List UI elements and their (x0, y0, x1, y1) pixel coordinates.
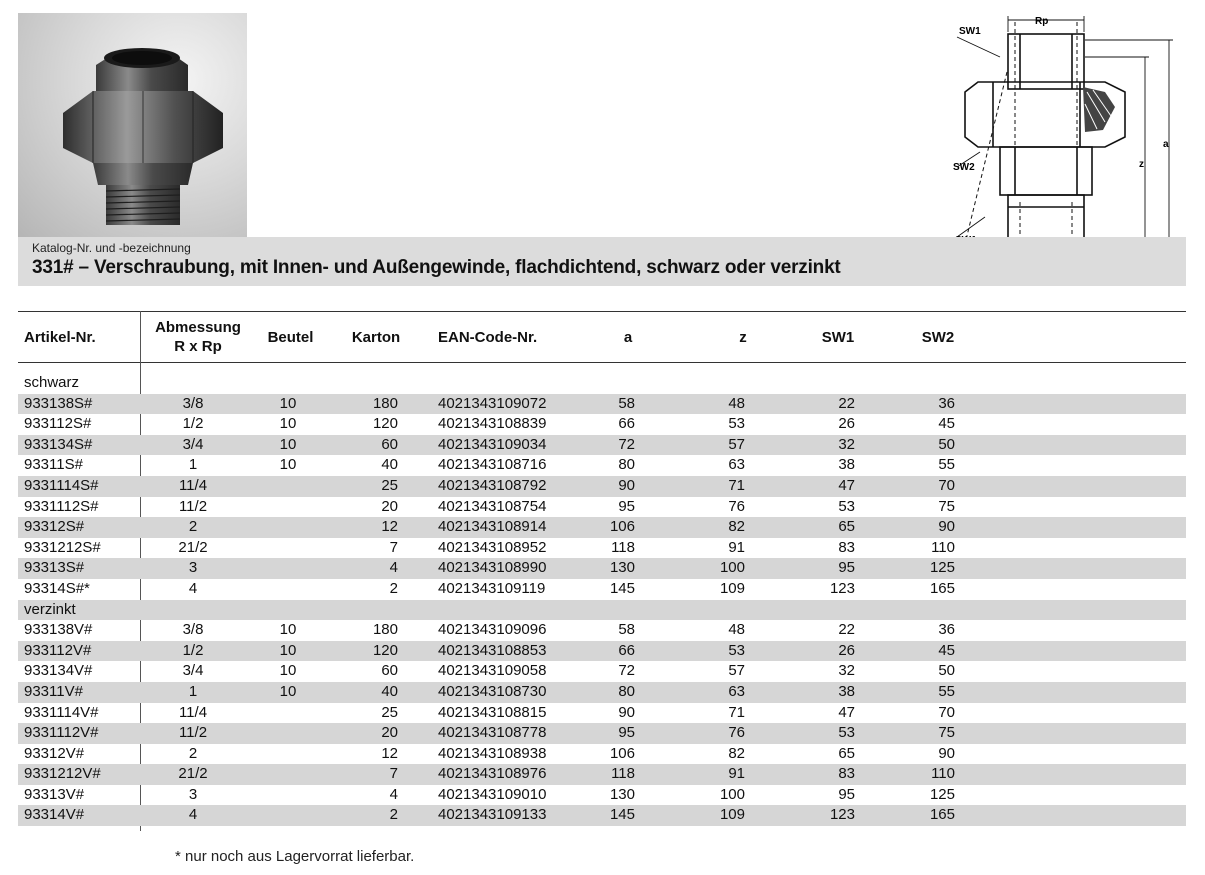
cell-abmessung: 3/8 (182, 621, 204, 639)
cell-a: 145 (609, 579, 635, 597)
cell-abmessung: 4 (188, 806, 198, 824)
cell-a: 106 (609, 744, 635, 762)
cell-artikel: 933112V# (24, 641, 92, 659)
cell-karton: 40 (381, 456, 398, 474)
cell-z: 48 (728, 394, 745, 412)
cell-sw2: 45 (938, 641, 955, 659)
table-row (18, 661, 1186, 682)
group-row (18, 600, 1186, 621)
cell-ean: 4021343108815 (438, 703, 547, 721)
cell-z: 100 (719, 785, 745, 803)
catalog-title: 331# – Verschraubung, mit Innen- und Außengewinde, flachdichtend, schwarz oder verzinkt (32, 257, 841, 278)
cell-a: 95 (618, 724, 635, 742)
cell-artikel: 93314S#* (24, 579, 90, 597)
cell-sw1: 83 (838, 765, 855, 783)
cell-karton: 60 (381, 662, 398, 680)
cell-a: 145 (609, 806, 635, 824)
cell-sw2: 125 (929, 785, 955, 803)
cell-beutel: 10 (279, 415, 297, 433)
cell-a: 58 (618, 394, 635, 412)
cell-a: 118 (611, 765, 635, 783)
cell-sw1: 47 (838, 703, 855, 721)
header-sw2: SW2 (921, 329, 955, 346)
header-abmessung (148, 318, 248, 356)
cell-sw2: 165 (929, 579, 955, 597)
header-sw1: SW1 (821, 329, 855, 346)
cell-z: 71 (728, 703, 745, 721)
header-ean: EAN-Code-Nr. (438, 329, 538, 346)
cell-z: 91 (728, 765, 745, 783)
union-fitting-image (18, 13, 247, 237)
cell-z: 82 (728, 744, 745, 762)
cell-artikel: 93312S# (24, 518, 85, 536)
table-row (18, 703, 1186, 724)
cell-karton: 2 (389, 806, 398, 824)
table-body (18, 373, 1186, 826)
table-row (18, 414, 1186, 435)
cell-sw2: 50 (938, 435, 955, 453)
cell-sw1: 65 (838, 518, 855, 536)
catalog-header (18, 237, 1186, 286)
table-row (18, 558, 1186, 579)
cell-beutel: 10 (279, 435, 297, 453)
cell-sw1: 22 (838, 621, 855, 639)
cell-a: 130 (609, 559, 635, 577)
cell-beutel: 10 (279, 662, 297, 680)
cell-karton: 25 (381, 476, 398, 494)
cell-artikel: 933138S# (24, 394, 93, 412)
cell-z: 57 (728, 435, 745, 453)
cell-z: 82 (728, 518, 745, 536)
cell-beutel: 10 (279, 456, 297, 474)
header-abmessung-line1: Abmessung (155, 319, 241, 336)
cell-artikel: 933138V# (24, 621, 93, 639)
cell-abmessung: 3/8 (182, 394, 204, 412)
header-beutel: Beutel (267, 329, 314, 346)
cell-ean: 4021343108839 (438, 415, 547, 433)
cell-ean: 4021343109058 (438, 662, 547, 680)
cell-karton: 2 (389, 579, 398, 597)
cell-a: 80 (618, 682, 635, 700)
cell-a: 106 (609, 518, 635, 536)
cell-ean: 4021343109119 (438, 579, 546, 597)
cell-abmessung: 1/2 (182, 415, 204, 433)
cell-artikel: 933112S# (24, 415, 92, 433)
table-row (18, 497, 1186, 518)
cell-abmessung: 2 (188, 518, 198, 536)
catalog-label: Katalog-Nr. und -bezeichnung (32, 241, 191, 255)
cell-sw2: 45 (938, 415, 955, 433)
cell-sw2: 50 (938, 662, 955, 680)
cell-beutel: 10 (279, 682, 297, 700)
cell-karton: 12 (381, 744, 398, 762)
cell-ean: 4021343109010 (438, 785, 547, 803)
cell-z: 53 (728, 415, 745, 433)
cell-karton: 180 (372, 621, 398, 639)
cell-artikel: 93311V# (24, 682, 83, 700)
cell-ean: 4021343109072 (438, 394, 547, 412)
cell-karton: 40 (381, 682, 398, 700)
cell-ean: 4021343108976 (438, 765, 547, 783)
cell-sw1: 53 (838, 497, 855, 515)
cell-sw2: 90 (938, 744, 955, 762)
cell-z: 76 (728, 724, 745, 742)
cell-z: 71 (728, 476, 745, 494)
cell-sw1: 47 (838, 476, 855, 494)
cell-sw1: 65 (838, 744, 855, 762)
cell-karton: 4 (389, 785, 398, 803)
group-label: schwarz (24, 374, 80, 391)
cell-sw1: 22 (838, 394, 855, 412)
table-row (18, 785, 1186, 806)
cell-karton: 60 (381, 435, 398, 453)
cell-abmessung: 11/4 (178, 703, 208, 721)
table-top-rule (18, 311, 1186, 312)
product-photo (18, 13, 247, 237)
cell-sw2: 55 (938, 682, 955, 700)
cell-abmessung: 3 (188, 785, 198, 803)
table-head-rule (18, 362, 1186, 363)
cell-sw2: 165 (929, 806, 955, 824)
cell-ean: 4021343108853 (438, 641, 547, 659)
table-row (18, 723, 1186, 744)
cell-z: 57 (728, 662, 745, 680)
cell-a: 95 (618, 497, 635, 515)
label-a: a (1163, 139, 1169, 150)
cell-ean: 4021343108792 (438, 476, 547, 494)
cell-ean: 4021343108914 (438, 518, 547, 536)
cell-sw2: 125 (929, 559, 955, 577)
cell-a: 130 (609, 785, 635, 803)
cell-z: 109 (719, 579, 745, 597)
cell-a: 90 (618, 476, 635, 494)
cell-abmessung: 2 (188, 744, 198, 762)
table-row (18, 455, 1186, 476)
cell-artikel: 9331212S# (24, 538, 101, 556)
cell-sw1: 26 (838, 415, 855, 433)
table-row (18, 744, 1186, 765)
cell-z: 53 (728, 641, 745, 659)
cell-karton: 25 (381, 703, 398, 721)
cell-a: 118 (611, 538, 635, 556)
cell-sw1: 32 (838, 435, 855, 453)
cell-abmessung: 21/2 (178, 538, 208, 556)
header-z: z (739, 329, 747, 346)
cell-karton: 120 (372, 415, 398, 433)
cell-artikel: 933134S# (24, 435, 93, 453)
table-row (18, 620, 1186, 641)
cell-beutel: 10 (279, 621, 297, 639)
cell-a: 90 (618, 703, 635, 721)
cell-ean: 4021343108754 (438, 497, 547, 515)
cell-sw1: 123 (829, 579, 855, 597)
cell-artikel: 93313S# (24, 559, 85, 577)
cell-abmessung: 1/2 (182, 641, 204, 659)
header-karton: Karton (351, 329, 401, 346)
cell-ean: 4021343109133 (438, 806, 547, 824)
table-row (18, 682, 1186, 703)
cell-karton: 180 (372, 394, 398, 412)
cell-ean: 4021343108938 (438, 744, 547, 762)
cell-abmessung: 11/2 (178, 497, 208, 515)
cell-karton: 120 (372, 641, 398, 659)
cell-karton: 12 (381, 518, 398, 536)
cell-sw2: 36 (938, 621, 955, 639)
cell-artikel: 9331114S# (24, 476, 99, 494)
cell-sw2: 75 (938, 497, 955, 515)
header-abmessung-line2: R x Rp (174, 338, 222, 355)
cell-artikel: 9331212V# (24, 765, 101, 783)
cell-artikel: 933134V# (24, 662, 93, 680)
cell-a: 80 (618, 456, 635, 474)
label-sw1-top: SW1 (959, 26, 981, 37)
cell-abmessung: 4 (188, 579, 198, 597)
cell-ean: 4021343108730 (438, 682, 547, 700)
cell-abmessung: 3/4 (182, 662, 204, 680)
cell-z: 109 (719, 806, 745, 824)
cell-sw2: 90 (938, 518, 955, 536)
cell-a: 66 (618, 641, 635, 659)
cell-sw2: 70 (938, 703, 955, 721)
cell-sw1: 95 (838, 785, 855, 803)
cell-beutel: 10 (279, 394, 297, 412)
cell-abmessung: 1 (188, 456, 198, 474)
header-a: a (623, 329, 633, 346)
table-row (18, 641, 1186, 662)
cell-abmessung: 11/4 (178, 476, 208, 494)
cell-abmessung: 21/2 (178, 765, 208, 783)
cell-sw2: 75 (938, 724, 955, 742)
cell-z: 48 (728, 621, 745, 639)
cell-a: 66 (618, 415, 635, 433)
cell-a: 72 (618, 435, 635, 453)
cell-sw1: 53 (838, 724, 855, 742)
cell-sw1: 32 (838, 662, 855, 680)
table-row (18, 517, 1186, 538)
label-z: z (1139, 159, 1144, 170)
cell-ean: 4021343109096 (438, 621, 547, 639)
cell-ean: 4021343109034 (438, 435, 547, 453)
cell-artikel: 9331112S# (24, 497, 99, 515)
cell-artikel: 93312V# (24, 744, 85, 762)
cell-abmessung: 3/4 (182, 435, 204, 453)
footnote: * nur noch aus Lagervorrat lieferbar. (175, 848, 415, 865)
table-row (18, 764, 1186, 785)
label-sw2: SW2 (953, 162, 975, 173)
cell-ean: 4021343108778 (438, 724, 547, 742)
cell-karton: 4 (389, 559, 398, 577)
cell-sw2: 110 (931, 765, 955, 783)
cell-sw1: 83 (838, 538, 855, 556)
cell-artikel: 93313V# (24, 785, 85, 803)
cell-z: 76 (728, 497, 745, 515)
cell-sw1: 123 (829, 806, 855, 824)
cell-sw2: 110 (931, 538, 955, 556)
cell-ean: 4021343108716 (438, 456, 547, 474)
cell-beutel: 10 (279, 641, 297, 659)
table-row (18, 476, 1186, 497)
cell-artikel: 9331114V# (24, 703, 99, 721)
table-row (18, 394, 1186, 415)
cell-a: 58 (618, 621, 635, 639)
group-label: verzinkt (24, 600, 76, 618)
table-row (18, 579, 1186, 600)
cell-artikel: 93311S# (24, 456, 83, 474)
cell-ean: 4021343108990 (438, 559, 547, 577)
cell-sw1: 26 (838, 641, 855, 659)
table-row (18, 435, 1186, 456)
cell-karton: 7 (389, 538, 398, 556)
cell-ean: 4021343108952 (438, 538, 547, 556)
cell-artikel: 93314V# (24, 806, 85, 824)
table-row (18, 805, 1186, 826)
cell-sw2: 70 (938, 476, 955, 494)
cell-z: 91 (728, 538, 745, 556)
header-artikel: Artikel-Nr. (24, 329, 96, 346)
cell-karton: 20 (381, 497, 398, 515)
cell-sw1: 95 (838, 559, 855, 577)
cell-abmessung: 11/2 (178, 724, 208, 742)
table-row (18, 538, 1186, 559)
cell-sw2: 55 (938, 456, 955, 474)
cell-artikel: 9331112V# (24, 724, 99, 742)
cell-abmessung: 1 (188, 682, 198, 700)
cell-z: 100 (719, 559, 745, 577)
cell-z: 63 (728, 682, 745, 700)
cell-sw2: 36 (938, 394, 955, 412)
cell-sw1: 38 (838, 682, 855, 700)
cell-a: 72 (618, 662, 635, 680)
cell-karton: 7 (389, 765, 398, 783)
cell-z: 63 (728, 456, 745, 474)
label-rp: Rp (1035, 16, 1049, 27)
group-row (18, 373, 1186, 394)
cell-karton: 20 (381, 724, 398, 742)
cell-sw1: 38 (838, 456, 855, 474)
cell-abmessung: 3 (188, 559, 198, 577)
